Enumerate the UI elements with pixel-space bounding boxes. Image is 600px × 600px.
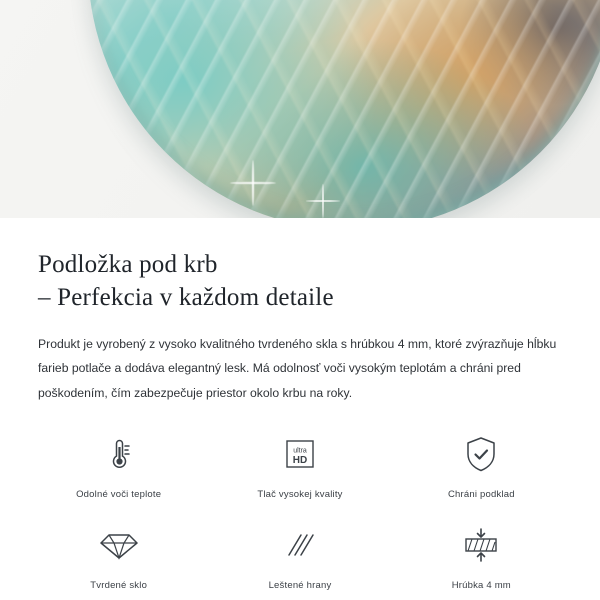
feature-item-temperature [28, 431, 209, 500]
feature-label: Tvrdené sklo [90, 580, 148, 592]
feature-label: Odolné voči teplote [76, 489, 162, 501]
diamond-icon [96, 522, 142, 568]
svg-text:HD: HD [292, 455, 308, 467]
glass-board-image [88, 0, 600, 218]
feature-item-surface-protection [391, 431, 572, 500]
feature-item-polished-edges [209, 522, 390, 591]
thickness-arrows-icon [458, 522, 504, 568]
feature-label: Leštené hrany [268, 580, 332, 592]
page-title-line-2: – Perfekcia v každom detaile [38, 284, 334, 311]
feature-label: Chráni podklad [447, 489, 515, 501]
feature-label: Hrúbka 4 mm [451, 580, 511, 592]
thermometer-icon [96, 431, 142, 477]
feature-item-tempered-glass [28, 522, 209, 591]
page-title [38, 248, 562, 314]
text-content [0, 218, 600, 405]
product-description-text: Produkt je vyrobený z vysoko kvalitného tvrdeného skla s hrúbkou 4 mm, ktoré zvýrazňuje hĺbku farieb potlače a dodáva elegantný lesk. Má odolnosť voči vysokým teplotám a chráni pred poškodením, čím zabezpečuje priestor okolo krbu na roky. [38, 337, 557, 400]
hero-image [0, 0, 600, 218]
page-title-line-1: Podložka pod krb [38, 251, 218, 278]
feature-grid [0, 431, 600, 591]
polished-edges-icon [277, 522, 323, 568]
feature-item-print-quality [209, 431, 390, 500]
shield-check-icon [458, 431, 504, 477]
ultra-hd-icon [277, 431, 323, 477]
feature-item-thickness [391, 522, 572, 591]
feature-label: Tlač vysokej kvality [257, 489, 343, 501]
svg-text:ultra: ultra [293, 447, 307, 455]
